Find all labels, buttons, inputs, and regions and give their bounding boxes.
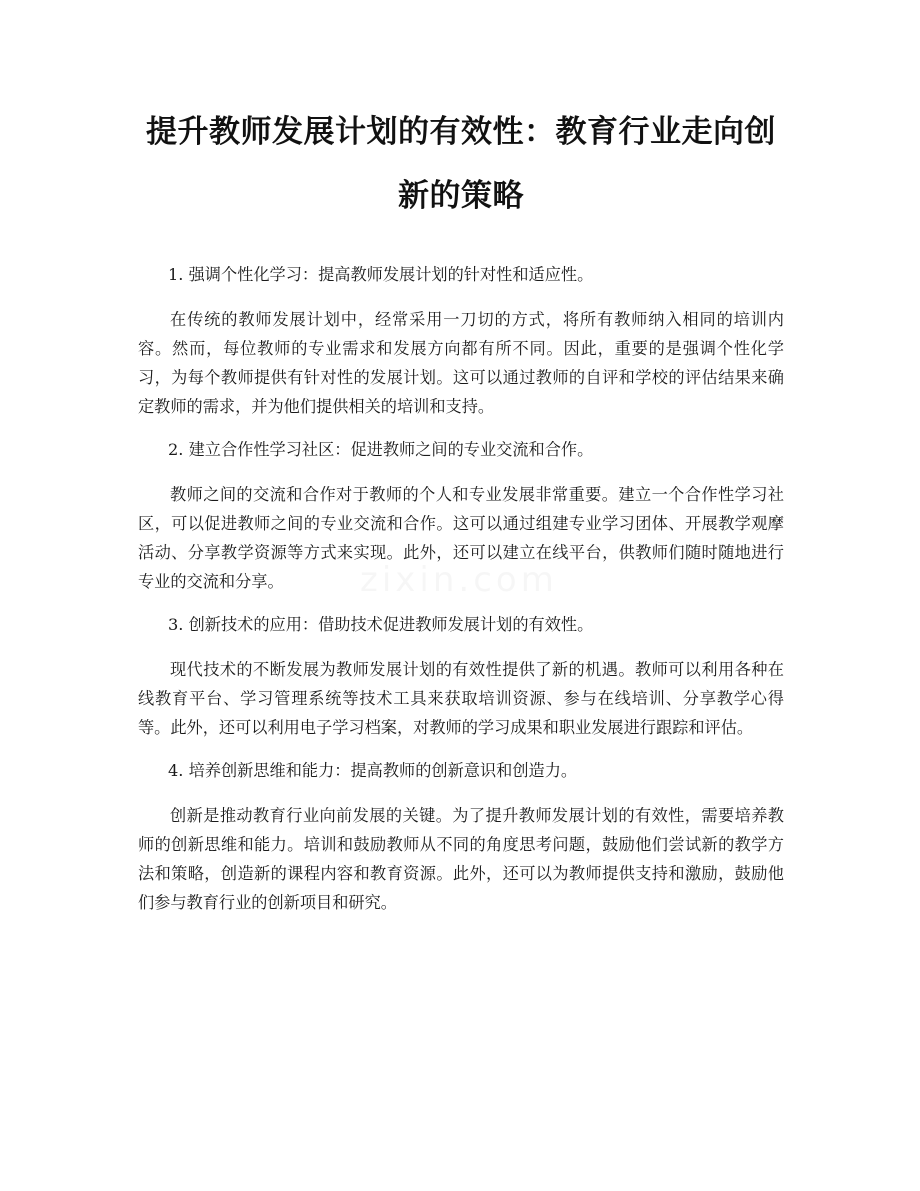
- section-heading: 4. 培养创新思维和能力：提高教师的创新意识和创造力。: [168, 761, 578, 780]
- document-page: [138, 100, 784, 931]
- sections: [138, 260, 784, 917]
- section-body: 创新是推动教育行业向前发展的关键。为了提升教师发展计划的有效性，需要培养教师的创新思维和能力。培训和鼓励教师从不同的角度思考问题，鼓励他们尝试新的教学方法和策略，创造新的课程内容和教育资源。此外，还可以为教师提供支持和激励，鼓励他们参与教育行业的创新项目和研究。: [138, 806, 784, 912]
- section-4: [138, 756, 784, 917]
- section-body: 在传统的教师发展计划中，经常采用一刀切的方式，将所有教师纳入相同的培训内容。然而，每位教师的专业需求和发展方向都有所不同。因此，重要的是强调个性化学习，为每个教师提供有针对性的发展计划。这可以通过教师的自评和学校的评估结果来确定教师的需求，并为他们提供相关的培训和支持。: [138, 310, 784, 416]
- section-heading: 3. 创新技术的应用：借助技术促进教师发展计划的有效性。: [168, 615, 594, 634]
- document-title: 提升教师发展计划的有效性：教育行业走向创新的策略: [146, 114, 776, 214]
- section-heading: 1. 强调个性化学习：提高教师发展计划的针对性和适应性。: [168, 265, 594, 284]
- section-heading: 2. 建立合作性学习社区：促进教师之间的专业交流和合作。: [168, 440, 594, 459]
- section-body: 教师之间的交流和合作对于教师的个人和专业发展非常重要。建立一个合作性学习社区，可以促进教师之间的专业交流和合作。这可以通过组建专业学习团体、开展教学观摩活动、分享教学资源等方式来实现。此外，还可以建立在线平台，供教师们随时随地进行专业的交流和分享。: [138, 485, 784, 591]
- section-1: [138, 260, 784, 421]
- section-2: [138, 435, 784, 596]
- section-3: [138, 610, 784, 742]
- section-body: 现代技术的不断发展为教师发展计划的有效性提供了新的机遇。教师可以利用各种在线教育平台、学习管理系统等技术工具来获取培训资源、参与在线培训、分享教学心得等。此外，还可以利用电子学习档案，对教师的学习成果和职业发展进行跟踪和评估。: [138, 660, 784, 737]
